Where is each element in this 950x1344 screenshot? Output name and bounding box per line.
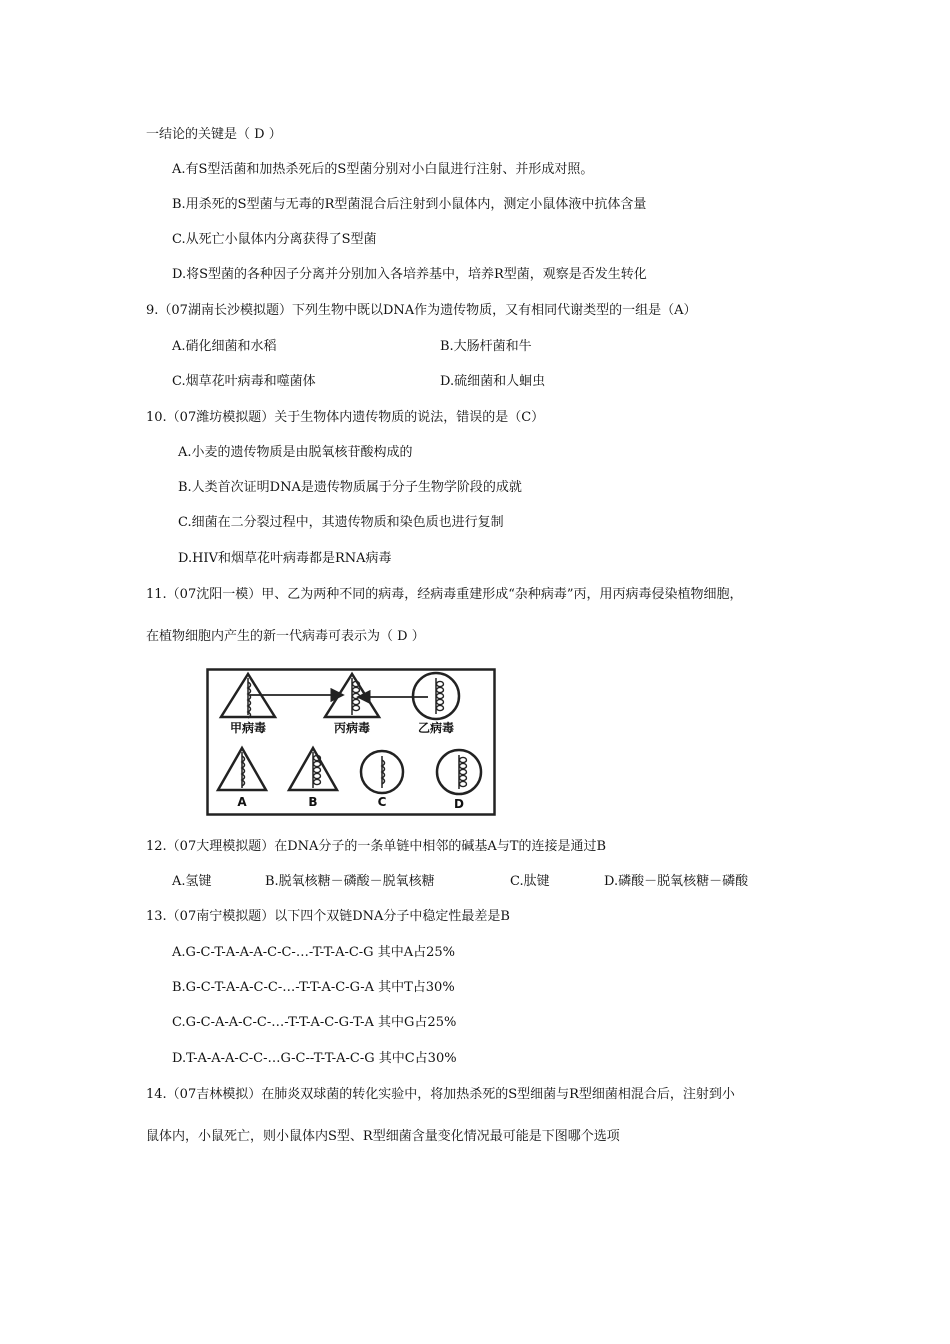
virus-yi-icon [413, 673, 459, 719]
q13-stem: 13.（07南宁模拟题）以下四个双链DNA分子中稳定性最差是B [146, 909, 510, 924]
q13-option-d: D.T-A-A-A-C-C-…G-C--T-T-A-C-G 其中C占30% [172, 1051, 457, 1066]
q10-option-c: C.细菌在二分裂过程中，其遗传物质和染色质也进行复制 [178, 515, 504, 530]
option-c-icon [361, 751, 403, 793]
q9-option-b: B.大肠杆菌和牛 [440, 339, 532, 354]
q9-option-d: D.硫细菌和人蛔虫 [440, 374, 546, 389]
q8-option-d: D.将S型菌的各种因子分离并分别加入各培养基中，培养R型菌，观察是否发生转化 [172, 267, 647, 282]
option-d-icon [437, 750, 481, 794]
q10-option-b: B.人类首次证明DNA是遗传物质属于分子生物学阶段的成就 [178, 480, 522, 495]
q9-option-a: A.硝化细菌和水稻 [172, 339, 277, 354]
q14-stem-line1: 14.（07吉林模拟）在肺炎双球菌的转化实验中，将加热杀死的S型细菌与R型细菌相混合后，注射到小 [146, 1087, 735, 1102]
q10-stem: 10.（07潍坊模拟题）关于生物体内遗传物质的说法，错误的是（C） [146, 410, 545, 425]
virus-jia-icon [221, 674, 275, 718]
label-b: B [308, 795, 318, 809]
label-yi: 乙病毒 [417, 721, 455, 735]
q12-stem: 12.（07大理模拟题）在DNA分子的一条单链中相邻的碱基A与T的连接是通过B [146, 839, 607, 854]
option-a-icon [218, 748, 266, 790]
option-b-icon [289, 748, 337, 790]
q11-stem-line1: 11.（07沈阳一模）甲、乙为两种不同的病毒，经病毒重建形成“杂种病毒”丙，用丙病毒侵染植物细胞， [146, 587, 743, 602]
q12-option-b: B.脱氧核糖－磷酸－脱氧核糖 [265, 874, 435, 889]
q8-stem-tail: 一结论的关键是（ D ） [146, 127, 282, 142]
q9-option-c: C.烟草花叶病毒和噬菌体 [172, 374, 316, 389]
q11-stem-line2: 在植物细胞内产生的新一代病毒可表示为（ D ） [146, 629, 425, 644]
q10-option-d: D.HIV和烟草花叶病毒都是RNA病毒 [178, 551, 392, 566]
q8-option-a: A.有S型活菌和加热杀死后的S型菌分别对小白鼠进行注射、并形成对照。 [172, 162, 594, 177]
q8-option-b: B.用杀死的S型菌与无毒的R型菌混合后注射到小鼠体内，测定小鼠体液中抗体含量 [172, 197, 647, 212]
virus-figure [206, 668, 496, 816]
q12-option-d: D.磷酸－脱氧核糖－磷酸 [604, 874, 749, 889]
label-d: D [454, 797, 464, 811]
label-jia: 甲病毒 [229, 721, 267, 735]
label-bing: 丙病毒 [333, 721, 371, 735]
q12-option-a: A.氢键 [172, 874, 212, 889]
label-c: C [377, 795, 387, 809]
q13-option-b: B.G-C-T-A-A-C-C-…-T-T-A-C-G-A 其中T占30% [172, 980, 455, 995]
q12-option-c: C.肽键 [510, 874, 550, 889]
q13-option-c: C.G-C-A-A-C-C-…-T-T-A-C-G-T-A 其中G占25% [172, 1015, 457, 1030]
q8-option-c: C.从死亡小鼠体内分离获得了S型菌 [172, 232, 377, 247]
label-a: A [237, 795, 247, 809]
q13-option-a: A.G-C-T-A-A-A-C-C-…-T-T-A-C-G 其中A占25% [172, 945, 455, 960]
q9-stem: 9.（07湖南长沙模拟题）下列生物中既以DNA作为遗传物质，又有相同代谢类型的一组是（A） [146, 303, 697, 318]
q14-stem-line2: 鼠体内，小鼠死亡，则小鼠体内S型、R型细菌含量变化情况最可能是下图哪个选项 [146, 1129, 620, 1144]
q10-option-a: A.小麦的遗传物质是由脱氧核苷酸构成的 [178, 445, 413, 460]
